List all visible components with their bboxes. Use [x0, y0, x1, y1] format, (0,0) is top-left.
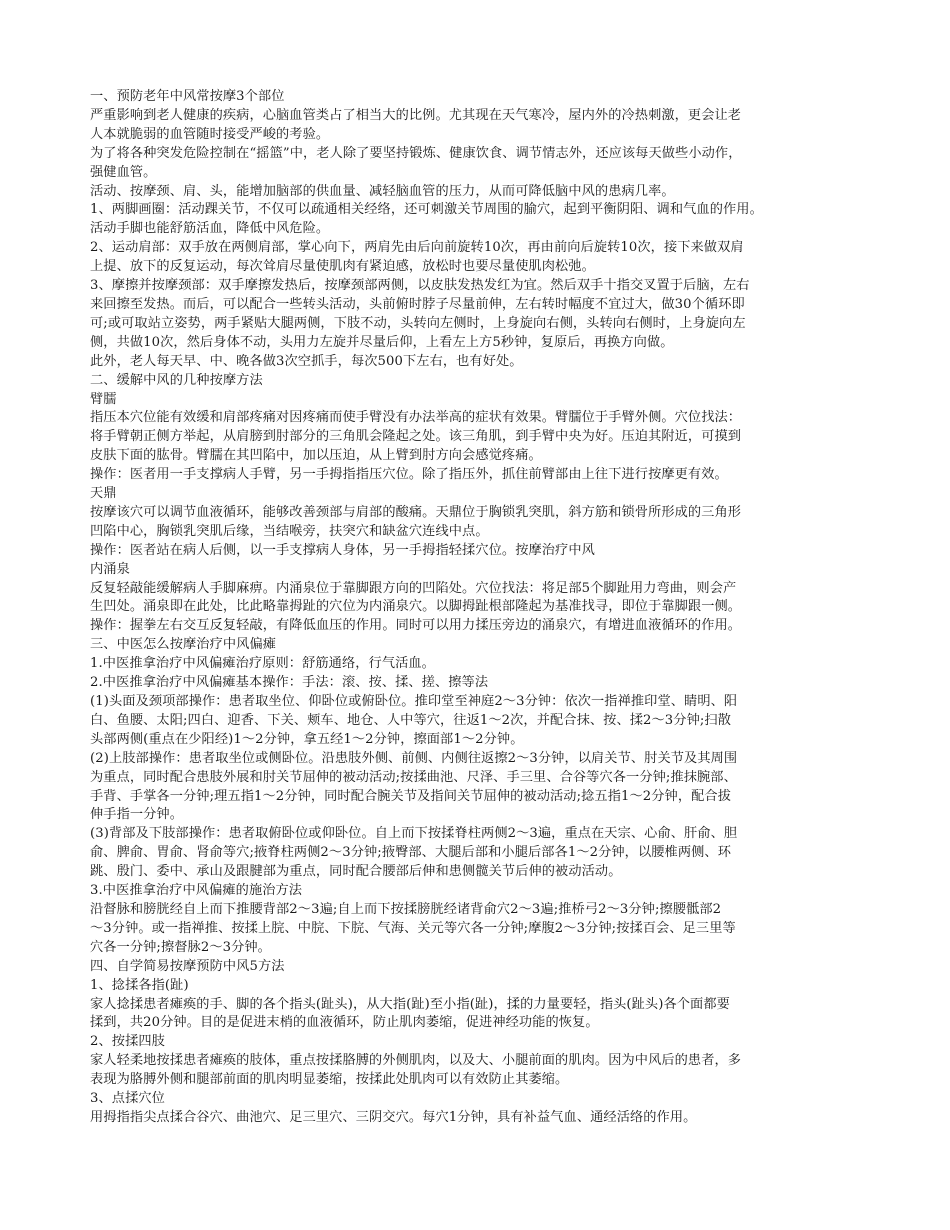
acupoint-heading: 臂臑 — [90, 391, 117, 407]
text-line: 活动、按摩颈、肩、头，能增加脑部的供血量、减轻脑血管的压力，从而可降低脑中风的患病几率。 — [90, 183, 675, 199]
text-line: 人本就脆弱的血管随时接受严峻的考验。 — [90, 126, 330, 142]
document-body — [90, 88, 890, 1128]
text-line: 头部两侧(重点在少阳经)1～2分钟，拿五经1～2分钟，擦面部1～2分钟。 — [90, 731, 524, 747]
section-heading: 四、自学简易按摩预防中风5方法 — [90, 958, 285, 974]
text-line: 白、鱼腰、太阳;四白、迎香、下关、颊车、地仓、人中等穴，往返1～2次，并配合抹、按、揉2～3分钟;扫散 — [90, 712, 731, 728]
text-line: 1.中医推拿治疗中风偏瘫治疗原则：舒筋通络，行气活血。 — [90, 656, 435, 672]
text-line: 生凹处。涌泉即在此处，比此略靠拇趾的穴位为内涌泉穴。以脚拇趾根部隆起为基准找寻，即位于靠脚跟一侧。 — [90, 599, 742, 615]
text-line: 家人轻柔地按揉患者瘫痪的肢体，重点按揉胳膊的外侧肌肉，以及大、小腿前面的肌肉。因为中风后的患者，多 — [90, 1053, 742, 1069]
text-line: 2、按揉四肢 — [90, 1034, 165, 1050]
text-line: 用拇指指尖点揉合谷穴、曲池穴、足三里穴、三阴交穴。每穴1分钟，具有补益气血、通经活络的作用。 — [90, 1109, 697, 1125]
text-line: (1)头面及颈项部操作：患者取坐位、仰卧位或俯卧位。推印堂至神庭2～3分钟：依次一指禅推印堂、睛明、阳 — [90, 694, 738, 709]
text-line: 指压本穴位能有效缓和肩部疼痛对因疼痛而使手臂没有办法举高的症状有效果。臂臑位于手臂外侧。穴位找法： — [90, 410, 742, 426]
text-line: 3、摩擦并按摩颈部：双手摩擦发热后，按摩颈部两侧，以皮肤发热发红为宜。然后双手十指交叉置于后脑，左右 — [90, 278, 750, 294]
text-line: 穴各一分钟;擦督脉2～3分钟。 — [90, 939, 271, 955]
text-line: 手背、手掌各一分钟;理五指1～2分钟，同时配合腕关节及指间关节屈伸的被动活动;捻五指1～2分钟，配合拔 — [90, 788, 731, 804]
acupoint-heading: 内涌泉 — [90, 561, 130, 577]
text-line: 3、点揉穴位 — [90, 1091, 165, 1107]
text-line: 皮肤下面的肱骨。臂臑在其凹陷中，加以压迫，从上臂到肘方向会感觉疼痛。 — [90, 448, 542, 464]
text-line: 跳、殷门、委中、承山及跟腱部为重点，同时配合腰部后伸和患侧髋关节后伸的被动活动。 — [90, 864, 622, 880]
text-line: 按摩该穴可以调节血液循环，能够改善颈部与肩部的酸痛。天鼎位于胸锁乳突肌，斜方筋和锁骨所形成的三角形 — [90, 504, 742, 520]
text-line: ～3分钟。或一指禅推、按揉上脘、中脘、下脘、气海、关元等穴各一分钟;摩腹2～3分钟;按揉百会、足三里等 — [90, 920, 736, 936]
text-line: 2、运动肩部：双手放在两侧肩部，掌心向下，两肩先由后向前旋转10次，再由前向后旋转10次，接下来做双肩 — [90, 240, 744, 256]
text-line: 此外，老人每天早、中、晚各做3次空抓手，每次500下左右，也有好处。 — [90, 353, 523, 369]
acupoint-heading: 天鼎 — [90, 486, 117, 502]
text-line: 将手臂朝正侧方举起，从肩膀到肘部分的三角肌会隆起之处。该三角肌，到手臂中央为好。压迫其附近，可摸到 — [90, 429, 742, 445]
text-line: 侧，共做10次，然后身体不动，头用力左旋并尽量后仰，上看左上方5秒钟，复原后，再换方向做。 — [90, 334, 674, 350]
text-line: 操作：医者用一手支撑病人手臂，另一手拇指指压穴位。除了指压外，抓住前臂部由上往下进行按摩更有效。 — [90, 467, 728, 483]
text-line: 严重影响到老人健康的疾病，心脑血管类占了相当大的比例。尤其现在天气寒冷，屋内外的冷热刺激，更会让老 — [90, 107, 742, 123]
text-line: 强健血管。 — [90, 164, 157, 180]
text-line: 可;或可取站立姿势，两手紧贴大腿两侧，下肢不动，头转向左侧时，上身旋向右侧，头转向右侧时，上身旋向左 — [90, 315, 746, 331]
text-line: 沿督脉和膀胱经自上而下推腰背部2～3遍;自上而下按揉膀胱经诸背俞穴2～3遍;推桥弓2～3分钟;擦腰骶部2 — [90, 901, 722, 917]
text-line: 反复轻敲能缓解病人手脚麻痹。内涌泉位于靠脚跟方向的凹陷处。穴位找法：将足部5个脚趾用力弯曲，则会产 — [90, 580, 737, 596]
text-line: 活动手脚也能舒筋活血，降低中风危险。 — [90, 221, 330, 237]
section-heading: 一、预防老年中风常按摩3个部位 — [90, 89, 285, 104]
text-line: 上提、放下的反复运动，每次耸肩尽量使肌肉有紧迫感，放松时也要尽量使肌肉松弛。 — [90, 259, 595, 275]
text-line: 俞、脾俞、胃俞、肾俞等穴;掖脊柱两侧2～3分钟;掖臀部、大腿后部和小腿后部各1～2分钟，以腰椎两侧、环 — [90, 845, 731, 861]
text-line: 表现为胳膊外侧和腿部前面的肌肉明显萎缩，按揉此处肌肉可以有效防止其萎缩。 — [90, 1072, 569, 1088]
text-line: 凹陷中心，胸锁乳突肌后缘，当结喉旁，扶突穴和缺盆穴连线中点。 — [90, 523, 489, 539]
text-line: 操作：医者站在病人后侧，以一手支撑病人身体，另一手拇指轻揉穴位。按摩治疗中风 — [90, 542, 595, 558]
text-line: (3)背部及下肢部操作：患者取俯卧位或仰卧位。自上而下按揉脊柱两侧2～3遍，重点在天宗、心俞、肝俞、胆 — [90, 826, 738, 842]
section-heading: 三、中医怎么按摩治疗中风偏瘫 — [90, 637, 277, 653]
text-line: 3.中医推拿治疗中风偏瘫的施治方法 — [90, 883, 303, 899]
text-line: 为重点，同时配合患肢外展和肘关节屈伸的被动活动;按揉曲池、尺泽、手三里、合谷等穴各一分钟;推抹腕部、 — [90, 769, 737, 785]
text-line: 家人捻揉患者瘫痪的手、脚的各个指头(趾头)，从大指(趾)至小指(趾)，揉的力量要轻，指头(趾头)各个面都要 — [90, 996, 730, 1012]
text-line: 2.中医推拿治疗中风偏瘫基本操作：手法：滚、按、揉、搓、擦等法 — [90, 675, 489, 691]
text-line: (2)上肢部操作：患者取坐位或侧卧位。沿患肢外侧、前侧、内侧往返擦2～3分钟，以肩关节、肘关节及其周围 — [90, 750, 738, 766]
text-line: 操作：握拳左右交互反复轻敲，有降低血压的作用。同时可以用力揉压旁边的涌泉穴，有增进血液循环的作用。 — [90, 618, 742, 634]
section-heading: 二、缓解中风的几种按摩方法 — [90, 372, 263, 388]
text-line: 1、两脚画圈：活动踝关节，不仅可以疏通相关经络，还可刺激关节周围的腧穴，起到平衡阴阳、调和气血的作用。 — [90, 202, 763, 218]
text-line: 揉到，共20分钟。目的是促进末梢的血液循环，防止肌肉萎缩，促进神经功能的恢复。 — [90, 1015, 599, 1031]
text-line: 1、捻揉各指(趾) — [90, 977, 189, 993]
text-line: 伸手指一分钟。 — [90, 807, 184, 823]
text-line: 为了将各种突发危险控制在“摇篮”中，老人除了要坚持锻炼、健康饮食、调节情志外，还应该每天做些小动作， — [90, 145, 742, 161]
text-line: 来回擦至发热。而后，可以配合一些转头活动，头前俯时脖子尽量前伸，左右转时幅度不宜过大，做30个循环即 — [90, 296, 745, 312]
